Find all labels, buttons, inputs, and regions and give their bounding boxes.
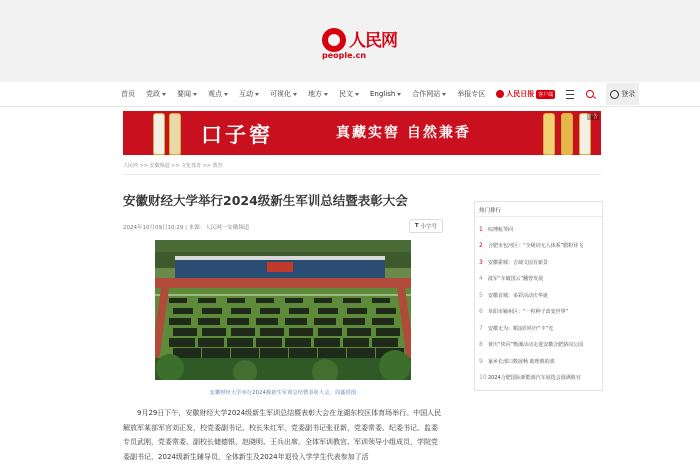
hot-rank-number: 7 [479, 324, 483, 332]
troop-formation [318, 328, 342, 336]
hot-list-item[interactable] [479, 254, 601, 271]
troop-formation [285, 338, 311, 347]
hot-item-text: 家乡长部口数展畅 助理典的部 [488, 358, 555, 365]
nav-item[interactable] [177, 89, 197, 99]
troop-formation [198, 318, 220, 325]
people-cn-logo[interactable] [318, 26, 408, 66]
troop-formation [256, 298, 274, 303]
troop-formation [318, 348, 346, 358]
troop-formation [169, 338, 195, 347]
logo-mark-icon [322, 28, 346, 52]
troop-formation [372, 318, 394, 325]
stadium-photo [155, 240, 411, 380]
troop-formation [260, 328, 284, 336]
nav-item[interactable] [308, 89, 328, 99]
nav-item-label: 可视化 [270, 90, 291, 98]
nav-item-label: 首页 [121, 90, 135, 98]
login-label: 登录 [621, 90, 636, 98]
nav-item-label: 合作网站 [412, 90, 441, 98]
hot-rank-number: 1 [479, 225, 483, 233]
troop-formation [314, 298, 332, 303]
nav-item-label: 地方 [308, 90, 322, 98]
ad-banner[interactable] [123, 111, 601, 155]
troop-formation [202, 328, 226, 336]
bottle-image [561, 113, 573, 155]
troop-formation [314, 338, 340, 347]
breadcrumb[interactable]: 人民网 >> 安徽频道 >> 文化体育 >> 教育 [123, 163, 223, 169]
troop-formation [227, 318, 249, 325]
hot-list-item[interactable] [479, 238, 601, 255]
hot-list-item[interactable] [479, 287, 601, 304]
nav-item-label: English [370, 90, 396, 98]
hot-item-text: 黄庆“快闪”衡溪活动走进安徽合肥骆岗公园 [488, 342, 584, 349]
troop-formation [289, 328, 313, 336]
hot-rank-number: 6 [479, 308, 483, 316]
nav-item-label: 党政 [146, 90, 160, 98]
app-name: 人民日报 [506, 90, 535, 98]
app-tag: 客户端 [538, 91, 554, 98]
nav-item[interactable] [146, 89, 166, 99]
hot-list-item[interactable] [479, 221, 601, 238]
troop-formation [289, 348, 317, 358]
troop-formation [227, 338, 253, 347]
hot-item-text: 安徽首城：多彩活动庆华诞 [488, 292, 549, 299]
troop-formation [227, 298, 245, 303]
troop-formation [285, 298, 303, 303]
troop-formation [289, 308, 309, 314]
chevron-down-icon [355, 93, 359, 96]
hot-ranking-title: 热门排行 [479, 208, 502, 214]
hot-list-item[interactable] [479, 337, 601, 354]
nav-item-label: 民文 [339, 90, 353, 98]
article-photo [155, 240, 411, 380]
nav-item[interactable] [239, 89, 259, 99]
troop-formation [376, 308, 396, 314]
troop-formation [202, 348, 230, 358]
chevron-down-icon [293, 93, 297, 96]
troop-formation [198, 338, 224, 347]
troop-formation [343, 338, 369, 347]
banner-slogan: 真藏实窖 自然兼香 [336, 125, 471, 141]
hot-item-text: 波军“车破国云”翻曾发展 [488, 276, 544, 283]
troop-formation [202, 308, 222, 314]
hot-ranking-list [479, 221, 601, 386]
article-meta: 2024年10月09日10:29 | 来源：人民网－安徽频道 [123, 225, 250, 231]
hot-rank-number: 8 [479, 341, 483, 349]
chevron-down-icon [442, 93, 446, 96]
nav-item[interactable] [270, 89, 297, 99]
troop-formation [260, 348, 288, 358]
hot-rank-number: 3 [479, 258, 483, 266]
hot-ranking-panel [474, 201, 603, 391]
troop-formation [318, 308, 338, 314]
font-size-icon: T [414, 223, 419, 229]
chevron-down-icon [162, 93, 166, 96]
troop-formation [343, 318, 365, 325]
main-nav [0, 82, 700, 107]
troop-formation [285, 318, 307, 325]
hot-rank-number: 5 [479, 291, 483, 299]
hot-list-item[interactable] [479, 320, 601, 337]
hot-item-text: 综博航琴回 [488, 226, 514, 233]
nav-item[interactable] [339, 89, 359, 99]
login-button[interactable] [606, 83, 639, 105]
nav-item[interactable] [457, 89, 485, 99]
troop-formation [173, 328, 197, 336]
troop-formation [372, 298, 390, 303]
ad-label: 广告 [587, 114, 598, 120]
logo-cn-text: 人民网 [349, 31, 397, 51]
nav-item-label: 互动 [239, 90, 253, 98]
troop-formation [198, 298, 216, 303]
troop-formation [231, 348, 259, 358]
nav-item-label: 举报专区 [457, 90, 486, 98]
troop-formation [231, 308, 251, 314]
hot-list-item[interactable] [479, 271, 601, 288]
bottle-image [169, 113, 181, 155]
article-paragraph: 9月29日下午，安徽财经大学2024级新生军训总结暨表彰大会在龙湖东校区体育场举行。中国人民解放军某部军官刘正发，校党委副书记、校长朱红军，党委副书记张亚新，党委常委、纪委书记、监委专员武刚，党委常委、副校长储德银，赵晓明、王兵出席。全体军训教官、军训领导小组成员，学院党委副书记，2024级新生辅导员，全体新生及2024年退役入学学生代表参加了活 [123, 409, 442, 461]
troop-formation [260, 308, 280, 314]
logo-en-text: people.cn [322, 51, 367, 60]
hot-item-text: 2024合肥国际新能源汽车展选会圆满收官 [488, 375, 581, 382]
bottle-image [153, 113, 165, 155]
hot-item-text: 安徽霍城：吉域文园有新景 [488, 259, 549, 266]
chevron-down-icon [324, 93, 328, 96]
hot-item-text: 阜阳市颍州区：“一粒种子改变世界” [488, 309, 569, 316]
hot-list-item[interactable] [479, 353, 601, 370]
hot-list-item[interactable] [479, 370, 601, 387]
troop-formation [372, 338, 398, 347]
hot-rank-number: 4 [479, 275, 483, 283]
hot-rank-number: 9 [479, 357, 483, 365]
divider [123, 174, 601, 175]
troop-formation [347, 308, 367, 314]
nav-item[interactable] [412, 89, 446, 99]
search-icon[interactable] [586, 90, 594, 98]
article-title: 安徽财经大学举行2024级新生军训总结暨表彰大会 [123, 193, 408, 208]
hot-rank-number: 10 [479, 374, 487, 382]
divider [475, 216, 602, 217]
photo-caption: 安徽财经大学举行2024级新生军训总结暨表彰大会。周鑫供图 [209, 390, 357, 396]
troop-formation [347, 348, 375, 358]
troop-formation [347, 328, 371, 336]
troop-formation [231, 328, 255, 336]
font-size-button[interactable] [409, 219, 443, 233]
troop-formation [169, 318, 191, 325]
troop-formation [256, 338, 282, 347]
font-size-label: 小字号 [420, 224, 438, 230]
nav-item[interactable] [370, 90, 401, 98]
chevron-down-icon [255, 93, 259, 96]
chevron-down-icon [193, 93, 197, 96]
troop-formation [314, 318, 336, 325]
bottle-image [543, 113, 555, 155]
hot-item-text: 安徽无为：稻浪织织疗“丰”光 [488, 325, 554, 332]
hot-list-item[interactable] [479, 304, 601, 321]
app-logo-icon [496, 90, 504, 98]
menu-icon[interactable] [566, 90, 574, 99]
hot-item-text: 合肥市包河区：“全级词无人体系”腊粉待飞 [488, 243, 584, 250]
nav-item-label: 观点 [208, 90, 222, 98]
chevron-down-icon [224, 93, 228, 96]
chevron-down-icon [397, 93, 401, 96]
people-daily-app-link[interactable] [496, 89, 555, 99]
troop-formation [376, 328, 400, 336]
nav-item-label: 要闻 [177, 90, 191, 98]
nav-item[interactable] [121, 89, 135, 99]
troop-formation [169, 298, 187, 303]
hot-rank-number: 2 [479, 242, 483, 250]
nav-item[interactable] [208, 89, 228, 99]
top-header [0, 0, 700, 82]
troop-formation [256, 318, 278, 325]
troop-formation [173, 308, 193, 314]
banner-title: 口子窖 [201, 122, 273, 147]
troop-formation [343, 298, 361, 303]
user-icon [610, 90, 619, 99]
